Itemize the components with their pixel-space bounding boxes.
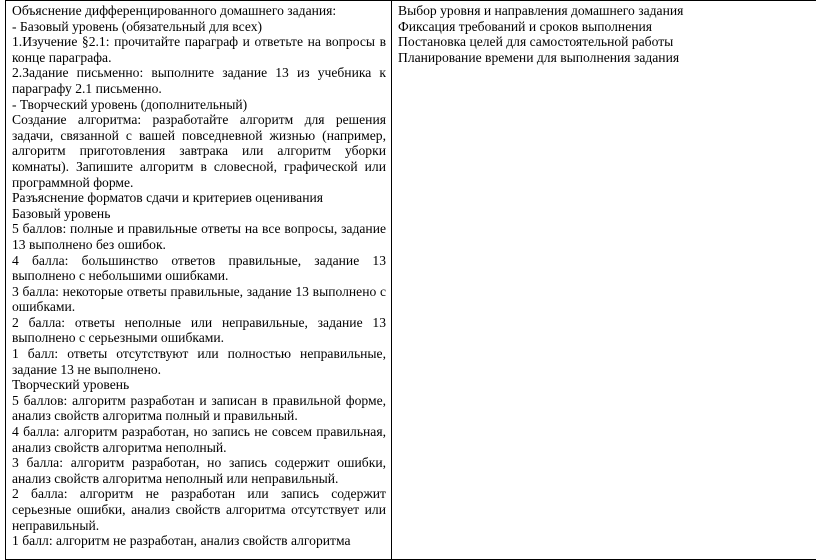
paragraph: Базовый уровень	[12, 206, 386, 222]
paragraph: Объяснение дифференцированного домашнего задания:	[12, 3, 386, 19]
paragraph: Разъяснение форматов сдачи и критериев оценивания	[12, 190, 386, 206]
paragraph: Постановка целей для самостоятельной работы	[398, 34, 816, 50]
paragraph: 1 балл: алгоритм не разработан, анализ свойств алгоритма	[12, 533, 386, 549]
paragraph: Фиксация требований и сроков выполнения	[398, 19, 816, 35]
paragraph: - Творческий уровень (дополнительный)	[12, 97, 386, 113]
paragraph: 3 балла: алгоритм разработан, но запись содержит ошибки, анализ свойств алгоритма неполный или неправильный.	[12, 455, 386, 486]
paragraph: Творческий уровень	[12, 377, 386, 393]
paragraph: 2 балла: алгоритм не разработан или запись содержит серьезные ошибки, анализ свойств алгоритма отсутствует или неправильный.	[12, 486, 386, 533]
paragraph: Выбор уровня и направления домашнего задания	[398, 3, 816, 19]
paragraph: Создание алгоритма: разработайте алгоритм для решения задачи, связанной с вашей повседневной жизнью (например, алгоритм приготовления завтрака или алгоритм уборки комнаты). Запишите алгоритм в словесной, графической или программной форме.	[12, 112, 386, 190]
paragraph: 5 баллов: полные и правильные ответы на все вопросы, задание 13 выполнено без ошибок.	[12, 221, 386, 252]
paragraph: 4 балла: алгоритм разработан, но запись не совсем правильная, анализ свойств алгоритма неполный.	[12, 424, 386, 455]
paragraph: 1 балл: ответы отсутствуют или полностью неправильные, задание 13 не выполнено.	[12, 346, 386, 377]
paragraph: 4 балла: большинство ответов правильные, задание 13 выполнено с небольшими ошибками.	[12, 253, 386, 284]
paragraph: 2.Задание письменно: выполните задание 13 из учебника к параграфу 2.1 письменно.	[12, 65, 386, 96]
table-row	[6, 1, 816, 560]
paragraph: 3 балла: некоторые ответы правильные, задание 13 выполнено с ошибками.	[12, 284, 386, 315]
teacher-activity-cell	[6, 1, 392, 560]
paragraph: 2 балла: ответы неполные или неправильные, задание 13 выполнено с серьезными ошибками.	[12, 315, 386, 346]
paragraph: 1.Изучение §2.1: прочитайте параграф и ответьте на вопросы в конце параграфа.	[12, 34, 386, 65]
student-activity-cell	[392, 1, 816, 560]
paragraph: Планирование времени для выполнения задания	[398, 50, 816, 66]
lesson-plan-table	[5, 0, 816, 560]
paragraph: - Базовый уровень (обязательный для всех)	[12, 19, 386, 35]
paragraph: 5 баллов: алгоритм разработан и записан в правильной форме, анализ свойств алгоритма полный и правильный.	[12, 393, 386, 424]
